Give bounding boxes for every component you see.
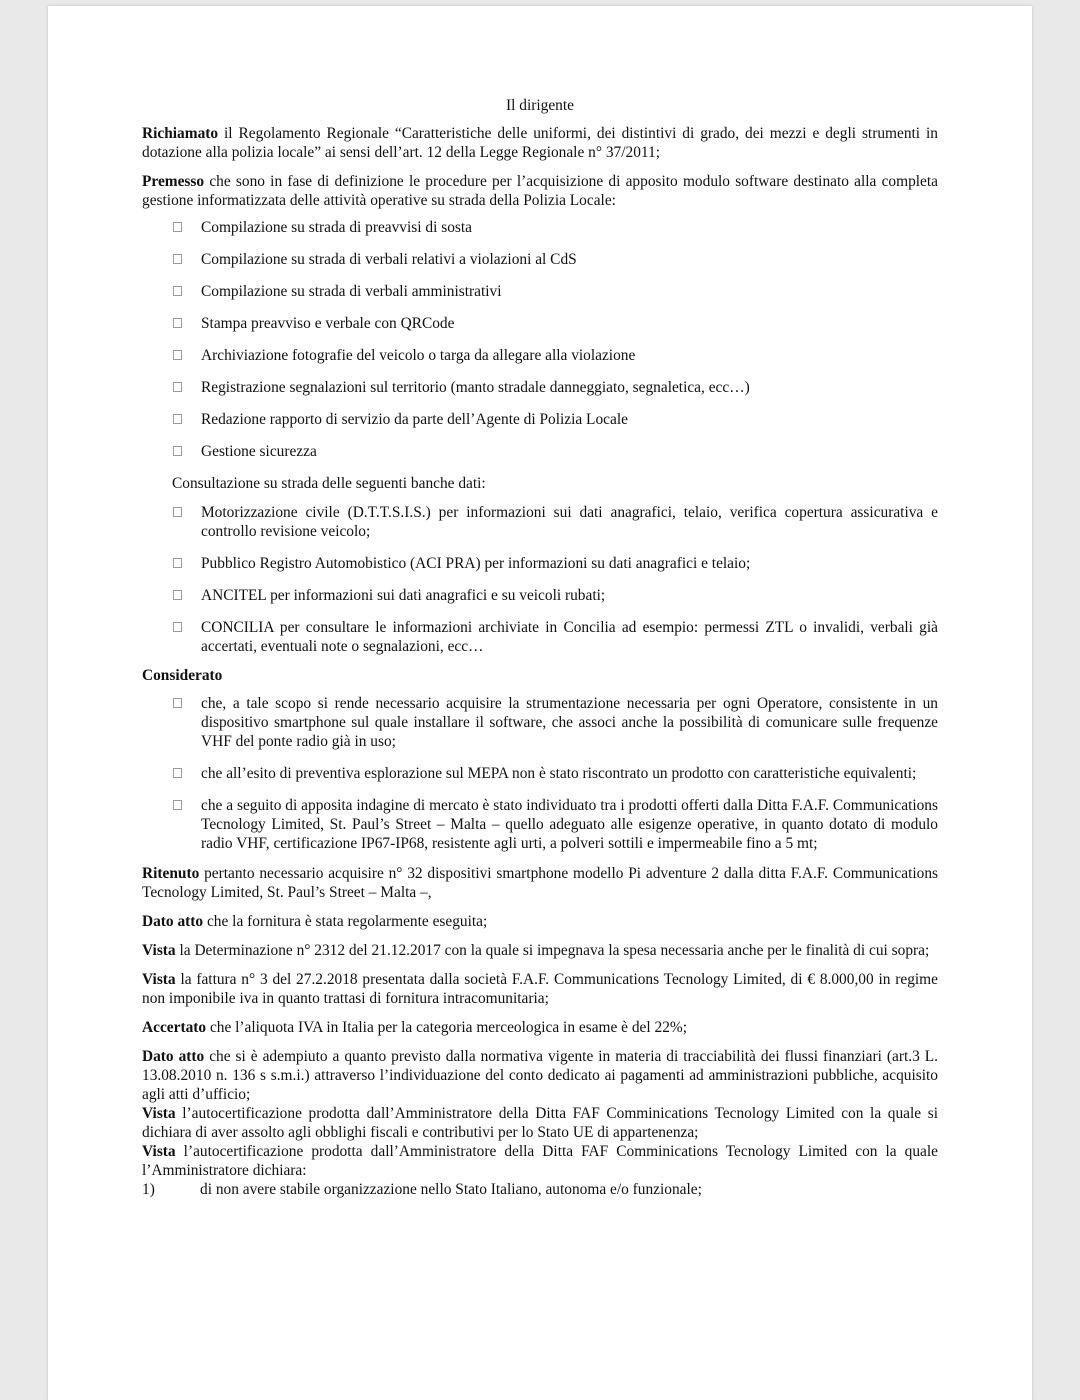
considerato-list <box>172 694 938 853</box>
consultazione-heading: Consultazione su strada delle seguenti banche dati: <box>172 475 486 492</box>
list-item: Gestione sicurezza <box>172 442 938 461</box>
checkbox-icon <box>173 698 182 708</box>
list-item: Registrazione segnalazioni sul territorio (manto stradale danneggiato, segnaletica, ecc…) <box>172 378 938 397</box>
considerato-heading: Considerato <box>142 667 223 684</box>
vista-determinazione-paragraph: Vista la Determinazione n° 2312 del 21.12.2017 con la quale si impegnava la spesa necessaria anche per le finalità di cui sopra; <box>142 942 930 959</box>
numbered-item <box>142 1180 938 1199</box>
richiamato-text: il Regolamento Regionale “Caratteristiche delle uniformi, dei distintivi di grado, dei mezzi e degli strumenti in dotazione alla polizia locale” ai sensi dell’art. 12 della Legge Regionale n° 37/2011; <box>142 125 938 161</box>
document-heading: Il dirigente <box>506 97 574 114</box>
item-number: 1) <box>142 1181 155 1198</box>
accertato-paragraph: Accertato che l’aliquota IVA in Italia per la categoria merceologica in esame è del 22%; <box>142 1019 687 1036</box>
vista-autocertificazione-paragraph: Vista l’autocertificazione prodotta dall’Amministratore della Ditta FAF Comminications Tecnology Limited con la quale si dichiara di aver assolto agli obblighi fiscali e contributivi per lo Stato UE di appartenenza; <box>142 1105 938 1141</box>
list-item: Pubblico Registro Automobistico (ACI PRA) per informazioni su dati anagrafici e telaio; <box>172 554 938 573</box>
list-item: che all’esito di preventiva esplorazione sul MEPA non è stato riscontrato un prodotto con caratteristiche equivalenti; <box>172 764 938 783</box>
checkbox-icon <box>173 350 182 360</box>
checkbox-icon <box>173 507 182 517</box>
checkbox-icon <box>173 318 182 328</box>
premesso-lead: Premesso <box>142 173 205 190</box>
checkbox-icon <box>173 254 182 264</box>
vista-autocertificazione-dichiara-paragraph: Vista l’autocertificazione prodotta dall’Amministratore della Ditta FAF Comminications Tecnology Limited con la quale l’Amministratore dichiara: <box>142 1143 938 1179</box>
dato-atto-paragraph: Dato atto che la fornitura è stata regolarmente eseguita; <box>142 913 488 930</box>
document-body <box>142 96 938 1199</box>
richiamato-paragraph <box>142 124 938 162</box>
checkbox-icon <box>173 590 182 600</box>
premesso-text: che sono in fase di definizione le procedure per l’acquisizione di apposito modulo software destinato alla completa gestione informatizzata delle attività operative su strada della Polizia Locale: <box>142 173 938 209</box>
list-item: Stampa preavviso e verbale con QRCode <box>172 314 938 333</box>
checkbox-icon <box>173 382 182 392</box>
vista-fattura-paragraph: Vista la fattura n° 3 del 27.2.2018 presentata dalla società F.A.F. Communications Tecnology Limited, di € 8.000,00 in regime non imponibile iva in quanto trattasi di fornitura intracomunitaria; <box>142 971 938 1007</box>
checkbox-icon <box>173 222 182 232</box>
premesso-paragraph <box>142 172 938 210</box>
list-item: Compilazione su strada di preavvisi di sosta <box>172 218 938 237</box>
document-page <box>48 6 1032 1400</box>
list-item: CONCILIA per consultare le informazioni archiviate in Concilia ad esempio: permessi ZTL o invalidi, verbali già accertati, eventuali note o segnalazioni, ecc… <box>172 618 938 656</box>
list-item: Compilazione su strada di verbali amministrativi <box>172 282 938 301</box>
list-item: Compilazione su strada di verbali relativi a violazioni al CdS <box>172 250 938 269</box>
checkbox-icon <box>173 768 182 778</box>
list-item: Redazione rapporto di servizio da parte dell’Agente di Polizia Locale <box>172 410 938 429</box>
checkbox-icon <box>173 446 182 456</box>
item-text: di non avere stabile organizzazione nello Stato Italiano, autonoma e/o funzionale; <box>200 1181 702 1198</box>
checkbox-icon <box>173 800 182 810</box>
premesso-list <box>172 218 938 461</box>
list-item: che, a tale scopo si rende necessario acquisire la strumentazione necessaria per ogni Operatore, consistente in un dispositivo smartphone sul quale installare il software, che associ anche la possibilità di comunicare sulle frequenze VHF del ponte radio già in uso; <box>172 694 938 751</box>
checkbox-icon <box>173 558 182 568</box>
ritenuto-paragraph: Ritenuto pertanto necessario acquisire n° 32 dispositivi smartphone modello Pi adventure 2 dalla ditta F.A.F. Communications Tecnology Limited, St. Paul’s Street – Malta –, <box>142 865 938 901</box>
checkbox-icon <box>173 622 182 632</box>
dato-atto-tracciabilita-paragraph: Dato atto che si è adempiuto a quanto previsto dalla normativa vigente in materia di tracciabilità dei flussi finanziari (art.3 L. 13.08.2010 n. 136 s s.m.i.) attraverso l’individuazione del conto dedicato ai pagamenti ad amministrazioni pubbliche, acquisito agli atti d’ufficio; <box>142 1048 938 1103</box>
checkbox-icon <box>173 286 182 296</box>
checkbox-icon <box>173 414 182 424</box>
list-item: Archiviazione fotografie del veicolo o targa da allegare alla violazione <box>172 346 938 365</box>
list-item: che a seguito di apposita indagine di mercato è stato individuato tra i prodotti offerti dalla Ditta F.A.F. Communications Tecnology Limited, St. Paul’s Street – Malta – quello adeguato alle esigenze operative, in quanto dotato di modulo radio VHF, certificazione IP67-IP68, resistente agli urti, a polveri sottili e impermeabile fino a 5 mt; <box>172 796 938 853</box>
consultazione-list <box>172 503 938 656</box>
list-item: Motorizzazione civile (D.T.T.S.I.S.) per informazioni sui dati anagrafici, telaio, verifica copertura assicurativa e controllo revisione veicolo; <box>172 503 938 541</box>
richiamato-lead: Richiamato <box>142 125 219 142</box>
list-item: ANCITEL per informazioni sui dati anagrafici e su veicoli rubati; <box>172 586 938 605</box>
